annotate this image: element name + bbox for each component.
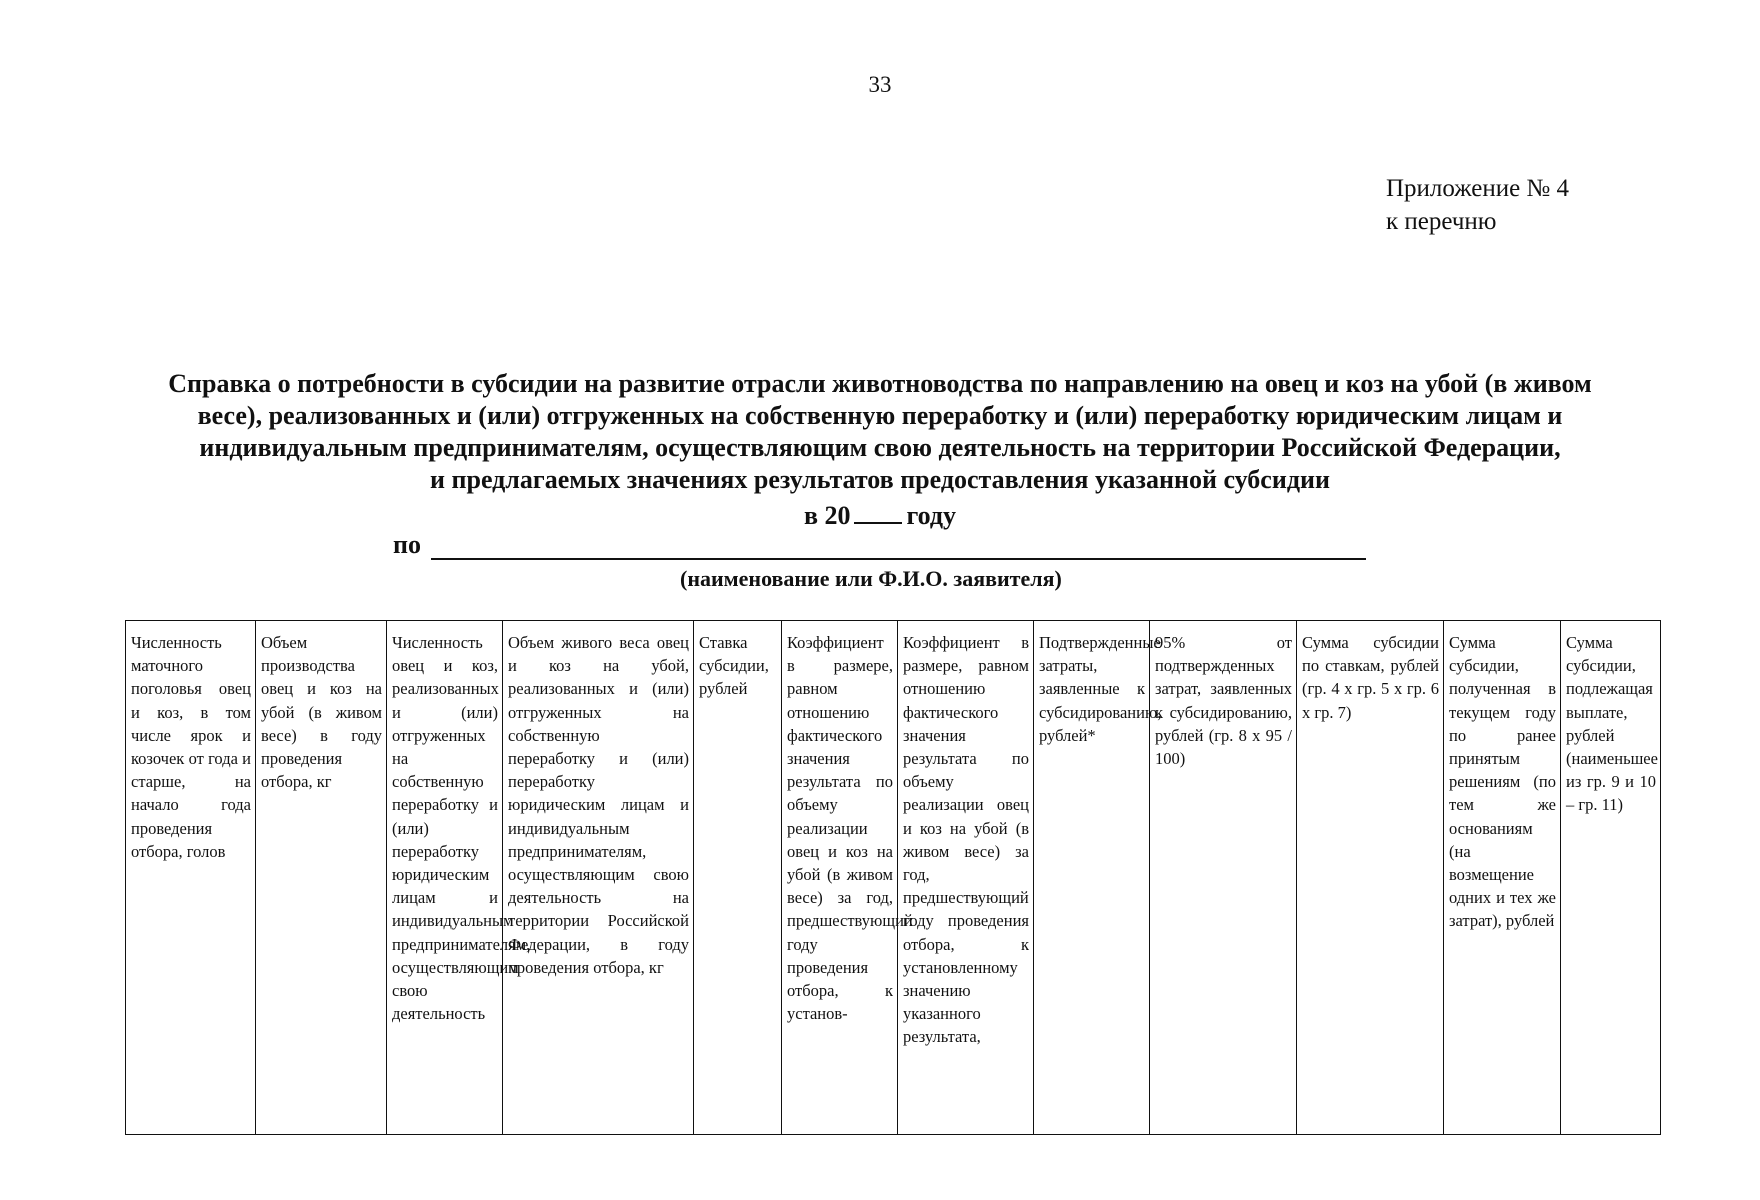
column-header: Сумма субсидии, полученная в текущем году по ранее принятым решениям (по тем же основаниям (на возмещение одних и тех же затрат), рублей [1444, 621, 1561, 1135]
title-line-3: индивидуальным предпринимателям, осуществляющим свою деятельность на территории Российской Федерации, [199, 433, 1561, 462]
document-title [110, 368, 1650, 496]
appendix-line-2: к перечню [1386, 208, 1497, 235]
column-header: Сумма субсидии по ставкам, рублей (гр. 4 х гр. 5 х гр. 6 х гр. 7) [1297, 621, 1444, 1135]
column-header: Коэффициент в размере, равном отношению фактического значения результата по объему реализации овец и коз на убой (в живом весе) за год, предшествующий году проведения отбора, к установ- [782, 621, 898, 1135]
column-header: Ставка субсидии, рублей [694, 621, 782, 1135]
column-header: Коэффициент в размере, равном отношению фактического значения результата по объему реализации овец и коз на убой (в живом весе) за год, предшествующий году проведения отбора, к установленному значению указанного результата, [898, 621, 1034, 1135]
title-line-4: и предлагаемых значениях результатов предоставления указанной субсидии [430, 465, 1330, 494]
applicant-prefix: по [393, 530, 421, 559]
table-header-row [126, 621, 1661, 1135]
subsidy-form-table [125, 620, 1661, 1135]
year-line [0, 500, 1760, 531]
column-header: Подтвержденные затраты, заявленные к субсидированию, рублей* [1034, 621, 1150, 1135]
column-header: 95% от подтвержденных затрат, заявленных к субсидированию, рублей (гр. 8 х 95 / 100) [1150, 621, 1297, 1135]
column-header: Численность овец и коз, реализованных и (или) отгруженных на собственную переработку и (или) переработку юридическим лицам и индивидуальным предпринимателям, осуществляющим свою деятельность [387, 621, 503, 1135]
column-header: Объем живого веса овец и коз на убой, реализованных и (или) отгруженных на собственную переработку и (или) переработку юридическим лицам и индивидуальным предпринимателям, осуществляющим свою деятельность на территории Российской Федерации, в году проведения отбора, кг [503, 621, 694, 1135]
column-header: Сумма субсидии, подлежащая выплате, рублей (наименьшее из гр. 9 и 10 – гр. 11) [1561, 621, 1661, 1135]
appendix-line-1: Приложение № 4 [1386, 175, 1570, 202]
column-header: Численность маточного поголовья овец и коз, в том числе ярок и козочек от года и старше, на начало года проведения отбора, голов [126, 621, 256, 1135]
year-prefix: в 20 [803, 501, 851, 530]
title-line-1: Справка о потребности в субсидии на развитие отрасли животноводства по направлению на овец и коз на убой (в живом [168, 369, 1592, 398]
applicant-name-field[interactable] [431, 532, 1366, 560]
title-line-2: весе), реализованных и (или) отгруженных на собственную переработку и (или) переработку юридическим лицам и [197, 401, 1563, 430]
appendix-reference [1386, 172, 1569, 238]
applicant-caption: (наименование или Ф.И.О. заявителя) [680, 566, 1062, 591]
year-blank-field[interactable] [854, 500, 902, 524]
page-number: 33 [868, 72, 892, 97]
column-header: Объем производства овец и коз на убой (в живом весе) в году проведения отбора, кг [256, 621, 387, 1135]
applicant-line [393, 530, 1366, 560]
year-suffix: году [906, 501, 957, 530]
